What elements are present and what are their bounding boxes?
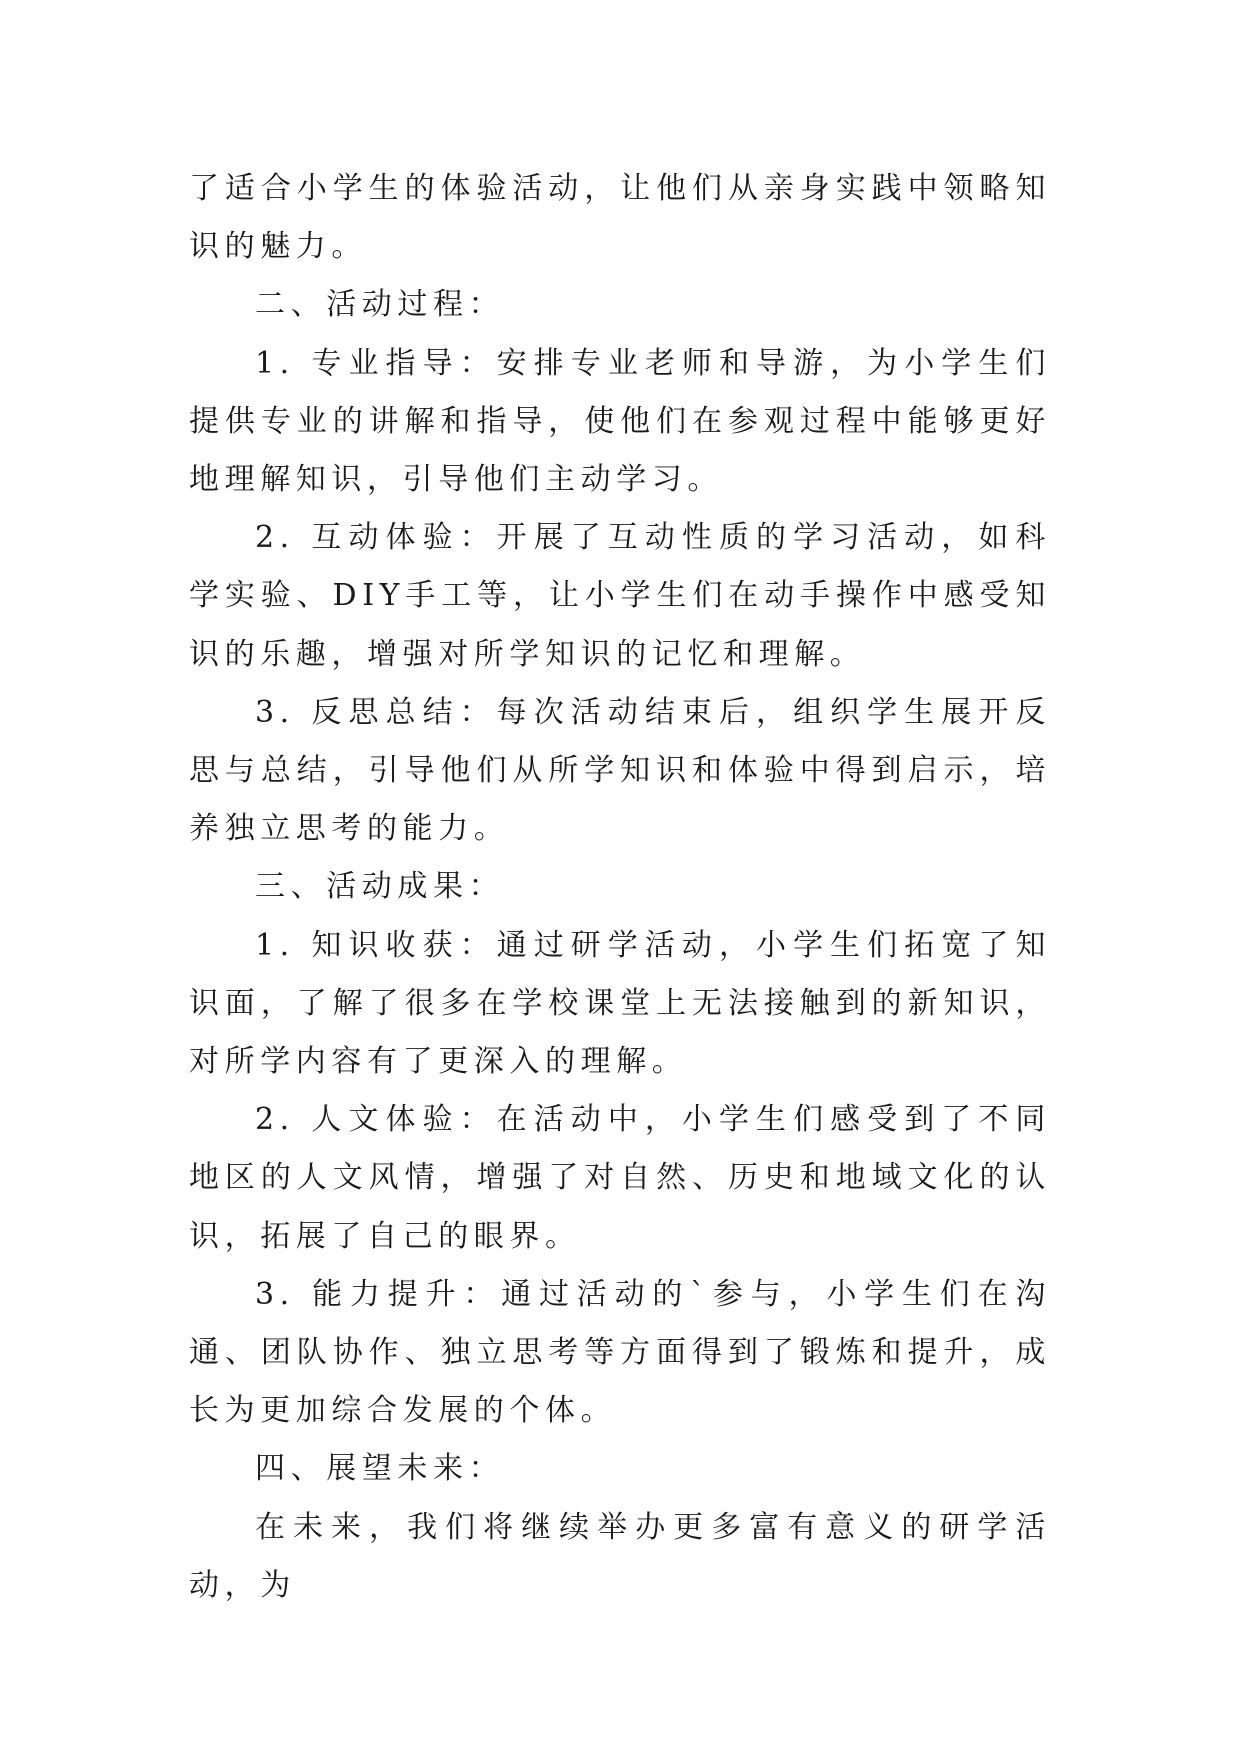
paragraph-future-outlook: 在未来，我们将继续举办更多富有意义的研学活动，为 bbox=[189, 1509, 1051, 1603]
paragraph-ability-improvement: 3. 能力提升：通过活动的`参与，小学生们在沟通、团队协作、独立思考等方面得到了锻炼和提升，成长为更加综合发展的个体。 bbox=[189, 1276, 1051, 1429]
paragraph-continuation: 了适合小学生的体验活动，让他们从亲身实践中领略知识的魅力。 bbox=[189, 171, 1051, 265]
section-heading-results: 三、活动成果： bbox=[255, 869, 505, 905]
paragraph-reflection-summary: 3. 反思总结：每次活动结束后，组织学生展开反思与总结，引导他们从所学知识和体验中得到启示，培养独立思考的能力。 bbox=[189, 694, 1051, 847]
section-heading-process: 二、活动过程： bbox=[255, 287, 505, 323]
paragraph-knowledge-gain: 1. 知识收获：通过研学活动，小学生们拓宽了知识面，了解了很多在学校课堂上无法接触到的新知识，对所学内容有了更深入的理解。 bbox=[189, 927, 1051, 1080]
paragraph-interactive-experience: 2. 互动体验：开展了互动性质的学习活动，如科学实验、DIY手工等，让小学生们在动手操作中感受知识的乐趣，增强对所学知识的记忆和理解。 bbox=[189, 520, 1051, 672]
section-heading-future: 四、展望未来： bbox=[255, 1451, 505, 1487]
paragraph-humanities-experience: 2. 人文体验：在活动中，小学生们感受到了不同地区的人文风情，增强了对自然、历史和地域文化的认识，拓展了自己的眼界。 bbox=[189, 1102, 1051, 1254]
document-body bbox=[189, 160, 1051, 1615]
paragraph-professional-guidance: 1. 专业指导：安排专业老师和导游，为小学生们提供专业的讲解和指导，使他们在参观过程中能够更好地理解知识，引导他们主动学习。 bbox=[189, 345, 1051, 498]
